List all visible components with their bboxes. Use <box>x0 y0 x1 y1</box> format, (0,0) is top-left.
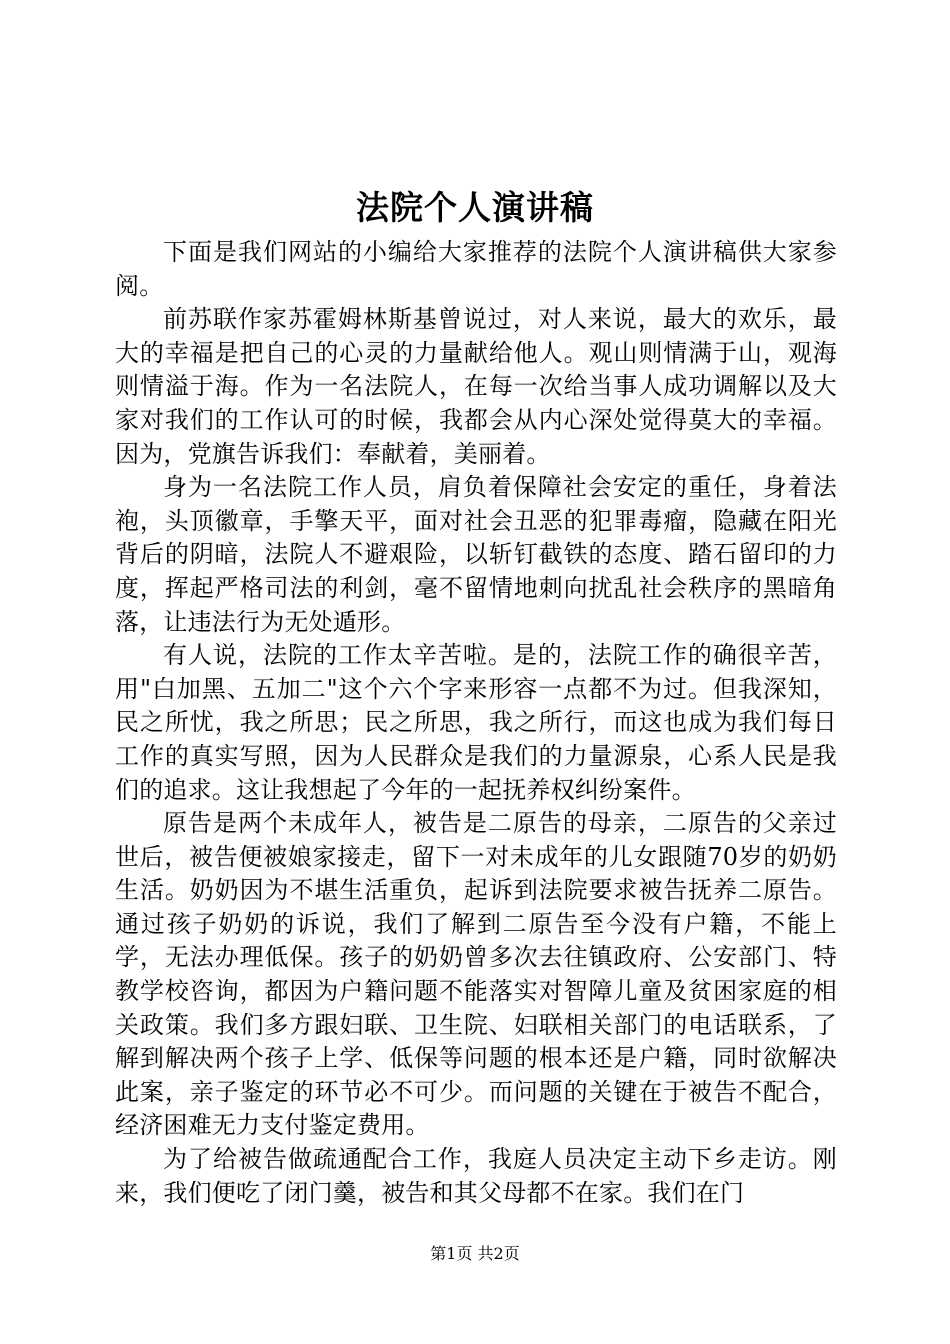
paragraph-4: 有人说，法院的工作太辛苦啦。是的，法院工作的确很辛苦，用"白加黑、五加二"这个六个字来形容一点都不为过。但我深知，民之所忧，我之所思；民之所思，我之所行，而这也成为我们每日工作的真实写照，因为人民群众是我们的力量源泉，心系人民是我们的追求。这让我想起了今年的一起抚养权纠纷案件。 <box>115 641 837 804</box>
paragraph-6: 为了给被告做疏通配合工作，我庭人员决定主动下乡走访。刚来，我们便吃了闭门羹，被告和其父母都不在家。我们在门 <box>115 1145 837 1207</box>
paragraph-2: 前苏联作家苏霍姆林斯基曾说过，对人来说，最大的欢乐，最大的幸福是把自己的心灵的力量献给他人。观山则情满于山，观海则情溢于海。作为一名法院人，在每一次给当事人成功调解以及大家对我们的工作认可的时候，我都会从内心深处觉得莫大的幸福。因为，党旗告诉我们：奉献着，美丽着。 <box>115 305 837 468</box>
document-title: 法院个人演讲稿 <box>356 188 594 227</box>
page-number-footer: 第1页 共2页 <box>430 1244 520 1263</box>
paragraph-1: 下面是我们网站的小编给大家推荐的法院个人演讲稿供大家参阅。 <box>115 238 837 300</box>
document-body <box>115 236 837 1210</box>
paragraph-3: 身为一名法院工作人员，肩负着保障社会安定的重任，身着法袍，头顶徽章，手擎天平，面对社会丑恶的犯罪毒瘤，隐藏在阳光背后的阴暗，法院人不避艰险，以斩钉截铁的态度、踏石留印的力度，挥起严格司法的利剑，毫不留情地刺向扰乱社会秩序的黑暗角落，让违法行为无处遁形。 <box>115 473 837 636</box>
paragraph-5: 原告是两个未成年人，被告是二原告的母亲，二原告的父亲过世后，被告便被娘家接走，留下一对未成年的儿女跟随70岁的奶奶生活。奶奶因为不堪生活重负，起诉到法院要求被告抚养二原告。通过孩子奶奶的诉说，我们了解到二原告至今没有户籍，不能上学，无法办理低保。孩子的奶奶曾多次去往镇政府、公安部门、特教学校咨询，都因为户籍问题不能落实对智障儿童及贫困家庭的相关政策。我们多方跟妇联、卫生院、妇联相关部门的电话联系，了解到解决两个孩子上学、低保等问题的根本还是户籍，同时欲解决此案，亲子鉴定的环节必不可少。而问题的关键在于被告不配合，经济困难无力支付鉴定费用。 <box>115 809 837 1140</box>
